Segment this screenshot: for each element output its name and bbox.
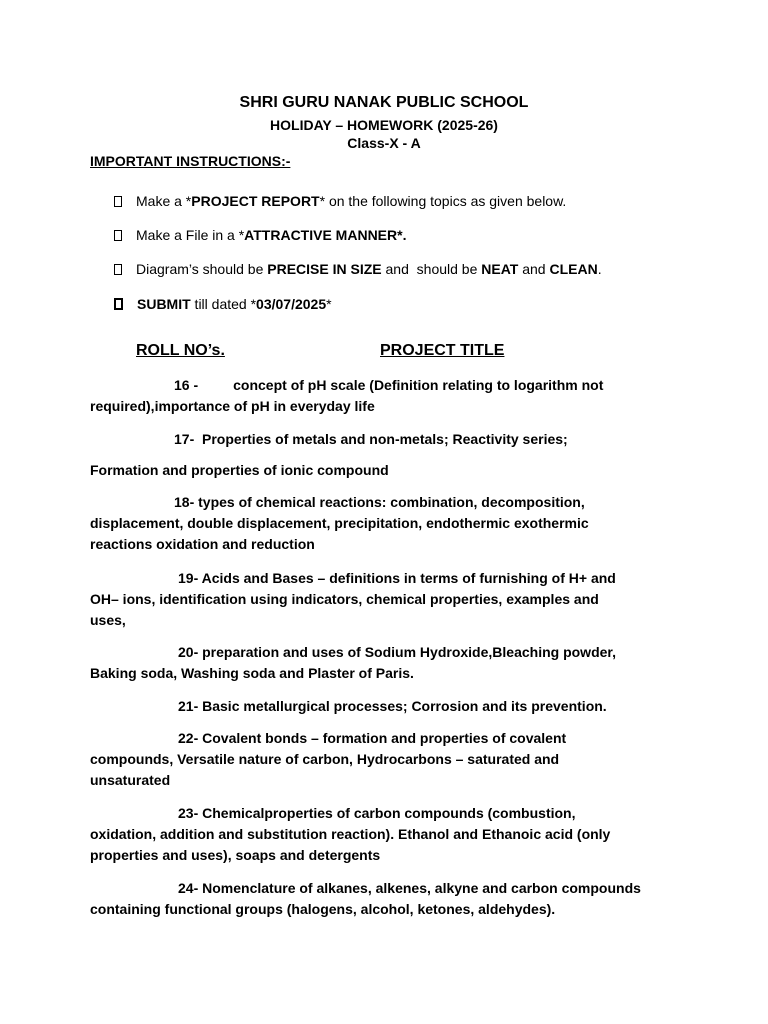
topic-item [90, 696, 660, 717]
topic-line: properties and uses), soaps and detergents [90, 847, 381, 863]
project-title-heading: PROJECT TITLE [380, 342, 505, 359]
instructions-heading: IMPORTANT INSTRUCTIONS:- [90, 153, 291, 169]
topic-line: 16 - concept of pH scale (Definition relating to logarithm not [174, 377, 604, 393]
topic-line: OH– ions, identification using indicators, chemical properties, examples and [90, 591, 599, 607]
topic-line: required),importance of pH in everyday life [90, 398, 375, 414]
topic-item [90, 429, 660, 450]
instruction-item: Diagram’s should be PRECISE IN SIZE and should be NEAT and CLEAN. [114, 261, 602, 277]
topic-line: 24- Nomenclature of alkanes, alkenes, alkyne and carbon compounds [178, 880, 641, 896]
topic-line: 19- Acids and Bases – definitions in terms of furnishing of H+ and [178, 570, 616, 586]
topic-line: Formation and properties of ionic compound [90, 462, 389, 478]
topic-line: compounds, Versatile nature of carbon, Hydrocarbons – saturated and [90, 751, 560, 767]
topic-item [90, 375, 660, 417]
topic-line: 18- types of chemical reactions: combination, decomposition, [174, 494, 585, 510]
topic-line: displacement, double displacement, precipitation, endothermic exothermic [90, 515, 589, 531]
bullet-box-icon [114, 264, 122, 275]
bullet-box-icon [114, 298, 123, 310]
topic-item [90, 878, 660, 920]
topic-item [90, 492, 660, 555]
topic-item [90, 803, 660, 866]
topic-line: reactions oxidation and reduction [90, 536, 315, 552]
topic-line: uses, [90, 612, 126, 628]
topic-item [90, 460, 660, 481]
class-label: Class-X - A [347, 135, 421, 151]
topic-line: containing functional groups (halogens, alcohol, ketones, aldehydes). [90, 901, 556, 917]
topic-item [90, 728, 660, 791]
bullet-box-icon [114, 230, 122, 241]
topic-line: Baking soda, Washing soda and Plaster of Paris. [90, 665, 414, 681]
topic-line: 23- Chemicalproperties of carbon compounds (combustion, [178, 805, 576, 821]
topic-item [90, 642, 660, 684]
bullet-box-icon [114, 196, 122, 207]
topic-item [90, 568, 660, 631]
topic-line: 21- Basic metallurgical processes; Corrosion and its prevention. [178, 698, 607, 714]
instruction-item: SUBMIT till dated *03/07/2025* [114, 296, 332, 312]
topic-line: oxidation, addition and substitution reaction). Ethanol and Ethanoic acid (only [90, 826, 611, 842]
topic-line: 17- Properties of metals and non-metals; Reactivity series; [174, 431, 568, 447]
instruction-item: Make a *PROJECT REPORT* on the following topics as given below. [114, 193, 566, 209]
roll-no-heading: ROLL NO’s. [136, 342, 225, 359]
school-name: SHRI GURU NANAK PUBLIC SCHOOL [239, 94, 529, 111]
topic-line: unsaturated [90, 772, 171, 788]
homework-title: HOLIDAY – HOMEWORK (2025-26) [270, 117, 498, 133]
topic-line: 22- Covalent bonds – formation and properties of covalent [178, 730, 567, 746]
topic-line: 20- preparation and uses of Sodium Hydroxide,Bleaching powder, [178, 644, 616, 660]
instruction-item: Make a File in a *ATTRACTIVE MANNER*. [114, 227, 406, 243]
